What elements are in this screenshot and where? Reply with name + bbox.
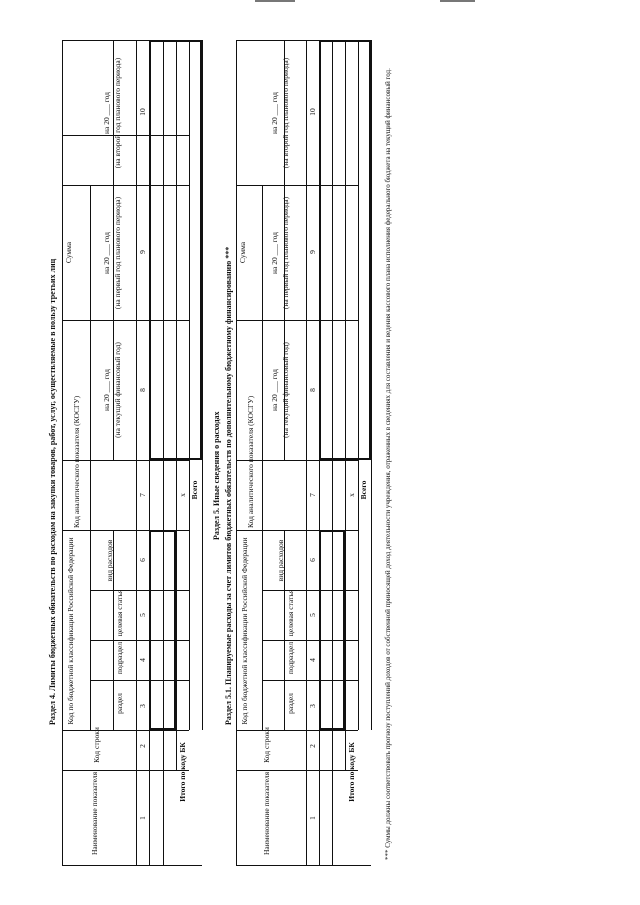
x-mark: x (347, 493, 356, 497)
col-vid-header: вид расходов (276, 539, 285, 582)
col-summa-header: Сумма (64, 241, 73, 264)
col-summa-header: Сумма (238, 241, 247, 264)
col-kosgu-header: Код аналитического показателя (КОСГУ) (246, 395, 255, 528)
col-number: 5 (138, 613, 147, 617)
col-razdel-header: раздел (115, 693, 124, 714)
col-podrazdel-header: подраздел (286, 641, 295, 675)
col-number: 4 (308, 658, 317, 662)
col-number: 9 (308, 250, 317, 254)
col-number: 1 (308, 816, 317, 820)
col-code-header: Код строки (262, 727, 271, 763)
second-year-note: (на второй год планового периода) (113, 57, 122, 169)
col-razdel-header: раздел (286, 693, 295, 714)
section4-title: Раздел 4. Лимиты бюджетных обязательств по расходам на закупки товаров, работ, услуг, осуществляемые в пользу третьих лиц (48, 258, 57, 725)
col-number: 7 (138, 493, 147, 497)
second-year-note: (на второй год планового периода) (281, 57, 290, 169)
col-number: 3 (308, 704, 317, 708)
col-celevaya-header: целевая статья (115, 589, 124, 637)
col-podrazdel-header: подраздел (115, 641, 124, 675)
cur-year-note: (на текущий финансовый год) (281, 342, 290, 438)
col-name-header: Наименование показателя (262, 771, 271, 855)
col-number: 2 (138, 744, 147, 748)
cur-year-label: на 20 ___ год (270, 369, 279, 411)
first-year-note: (на первый год планового периода) (113, 196, 122, 310)
col-number: 8 (308, 388, 317, 392)
x-mark: x (178, 493, 187, 497)
first-year-label: на 20 ___ год (270, 232, 279, 274)
col-celevaya-header: целевая статья (286, 589, 295, 637)
col-number: 2 (308, 744, 317, 748)
section5-subtitle: Раздел 5.1. Планируемые расходы за счет лимитов бюджетных обязательств по дополнительному бюджетному финансированию *** (224, 246, 233, 725)
col-name-header: Наименование показателя (90, 771, 99, 855)
col-number: 10 (138, 108, 147, 116)
cur-year-note: (на текущий финансовый год) (113, 342, 122, 438)
col-number: 3 (138, 704, 147, 708)
col-number: 5 (308, 613, 317, 617)
footnote: *** Суммы должны соответствовать прогнозу поступлений доходов от собственной приносящей доход деятельности учреждения, отраженных в сведениях для составления и ведения кассового плана исполнения федерального бюджета на текущий финансовый год. (384, 68, 392, 860)
first-year-note: (на первый год планового периода) (281, 196, 290, 310)
total-all-label: Всего (359, 480, 368, 500)
second-year-label: на 20 ___ год (102, 92, 111, 134)
col-number: 6 (138, 558, 147, 562)
col-number: 4 (138, 658, 147, 662)
total-all-label: Всего (190, 480, 199, 500)
col-vid-header: вид расходов (105, 539, 114, 582)
col-number: 10 (308, 108, 317, 116)
scan-artifact (440, 0, 475, 2)
col-number: 9 (138, 250, 147, 254)
col-number: 1 (138, 816, 147, 820)
section5-title: Раздел 5. Иные сведения о расходах (212, 411, 221, 540)
scan-artifact (255, 0, 295, 2)
col-number: 7 (308, 493, 317, 497)
col-number: 8 (138, 388, 147, 392)
cur-year-label: на 20 ___ год (102, 369, 111, 411)
col-code-header: Код строки (92, 727, 101, 763)
col-bk-header: Код по бюджетной классификации Российской Федерации (240, 537, 249, 725)
total-bk-label: Итого по коду БК (347, 742, 356, 802)
first-year-label: на 20 ___ год (102, 232, 111, 274)
col-bk-header: Код по бюджетной классификации Российской Федерации (66, 537, 75, 725)
col-number: 6 (308, 558, 317, 562)
col-kosgu-header: Код аналитического показателя (КОСГУ) (72, 395, 81, 528)
second-year-label: на 20 ___ год (270, 92, 279, 134)
total-bk-label: Итого по коду БК (178, 742, 187, 802)
